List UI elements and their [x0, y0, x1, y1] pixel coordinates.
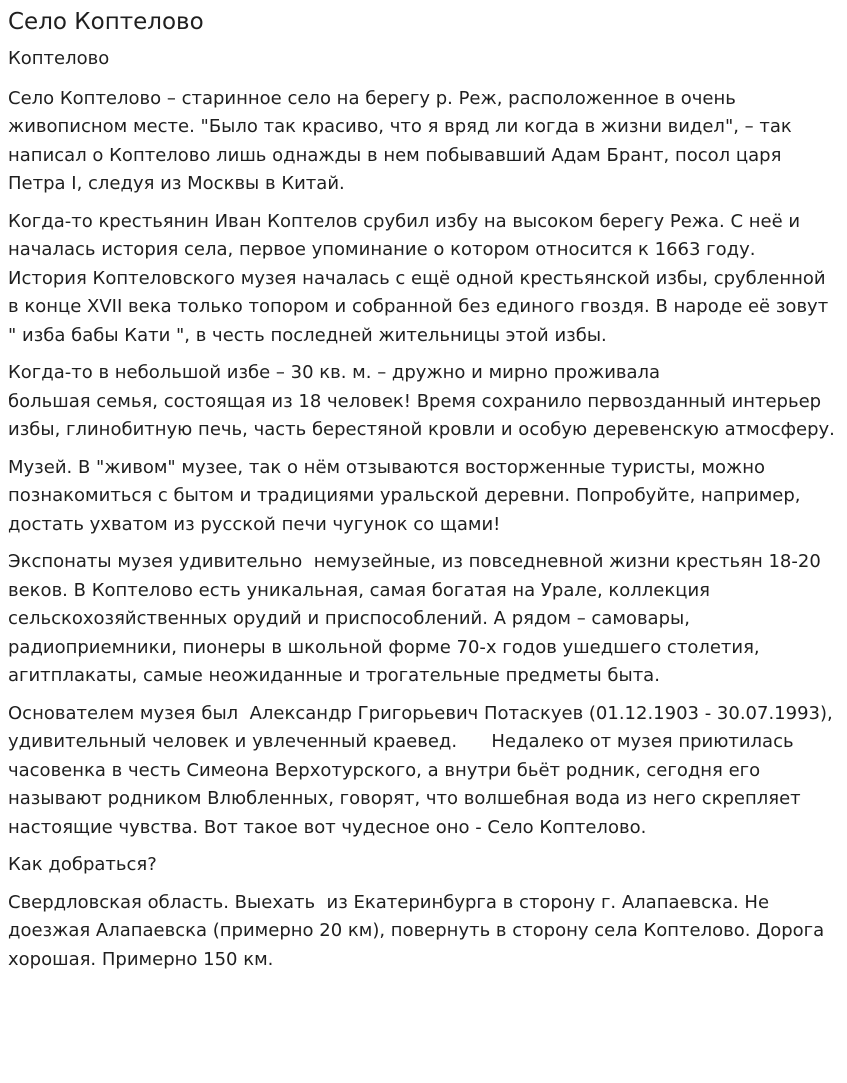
page-title: Село Коптелово: [8, 9, 204, 35]
paragraph-intro: Село Коптелово – старинное село на берегу р. Реж, расположенное в очень живописном месте. "Было так красиво, что я вряд ли когда в жизни видел", – так написал о Коптелово лишь однажды в нем побывавший Адам Брант, посол царя Петра I, следуя из Москвы в Китай.: [8, 87, 798, 194]
paragraph-directions: Свердловская область. Выехать из Екатеринбурга в сторону г. Алапаевска. Не доезжая Алапаевска (примерно 20 км), повернуть в сторону села Коптелово. Дорога хорошая. Примерно 150 км.: [8, 891, 830, 970]
paragraph-founder: Основателем музея был Александр Григорьевич Потаскуев (01.12.1903 - 30.07.1993), удивительный человек и увлеченный краевед. Недалеко от музея приютилась часовенка в честь Симеона Верхотурского, а внутри бьёт родник, сегодня его называют родником Влюбленных, говорят, что волшебная вода из него скрепляет настоящие чувства. Вот такое вот чудесное оно - Село Коптелово.: [8, 702, 839, 838]
paragraph-exhibits: Экспонаты музея удивительно немузейные, из повседневной жизни крестьян 18-20 веков. В Коптелово есть уникальная, самая богатая на Урале, коллекция сельскохозяйственных орудий и приспособлений. А рядом – самовары, радиоприемники, пионеры в школьной форме 70-х годов ушедшего столетия, агитплакаты, самые неожиданные и трогательные предметы быта.: [8, 551, 827, 686]
paragraph-family: Когда-то в небольшой избе – 30 кв. м. – дружно и мирно проживала большая семья, состоящая из 18 человек! Время сохранило первозданный интерьер избы, глинобитную печь, часть берестяной кровли и особую деревенскую атмосферу.: [8, 362, 835, 440]
paragraph-museum: Музей. В "живом" музее, так о нём отзываются восторженные туристы, можно познакомиться с бытом и традициями уральской деревни. Попробуйте, например, достать ухватом из русской печи чугунок со щами!: [8, 456, 807, 535]
page-subtitle: Коптелово: [8, 48, 110, 69]
paragraph-history: Когда-то крестьянин Иван Коптелов срубил избу на высоком берегу Режа. С неё и началась история села, первое упоминание о котором относится к 1663 году. История Коптеловского музея началась с ещё одной крестьянской избы, срубленной в конце XVII века только топором и собранной без единого гвоздя. В народе её зовут " изба бабы Кати ", в честь последней жительницы этой избы.: [8, 210, 834, 346]
paragraph-how-to-get-heading: Как добраться?: [8, 854, 157, 875]
